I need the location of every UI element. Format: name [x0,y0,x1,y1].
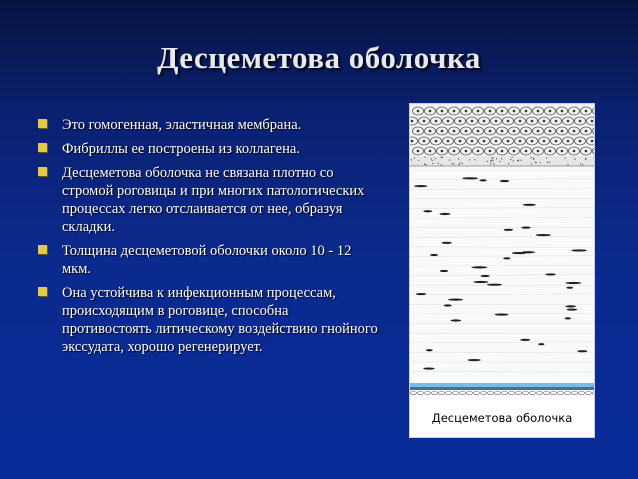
histology-figure [409,103,595,438]
bullet-icon [38,143,47,152]
slide-title: Десцеметова оболочка [157,40,481,75]
bullet-list [36,116,381,362]
figure-caption: Десцеметова оболочка [431,411,573,425]
bullet-text: Фибриллы ее построены из коллагена. [62,141,300,157]
bullet-item [36,164,381,236]
bullet-text: Она устойчива к инфекционным процессам, происходящим в роговице, способна противостоять литическому воздействию гнойного экссудата, хорошо регенерирует. [62,285,378,355]
bullet-icon [38,245,47,254]
bullet-item [36,116,381,134]
bullet-text: Десцеметова оболочка не связана плотно со стромой роговицы и при многих патологических процессах легко отслаивается от нее, образуя складки. [62,165,365,235]
bullet-item [36,284,381,356]
cornea-section-illustration [410,104,594,404]
bullet-item [36,140,381,158]
bullet-icon [38,119,47,128]
bullet-text: Это гомогенная, эластичная мембрана. [62,117,302,133]
bullet-item [36,242,381,278]
bullet-icon [38,167,47,176]
bullet-icon [38,287,47,296]
bullet-text: Толщина десцеметовой оболочки около 10 - 12 мкм. [62,243,352,277]
